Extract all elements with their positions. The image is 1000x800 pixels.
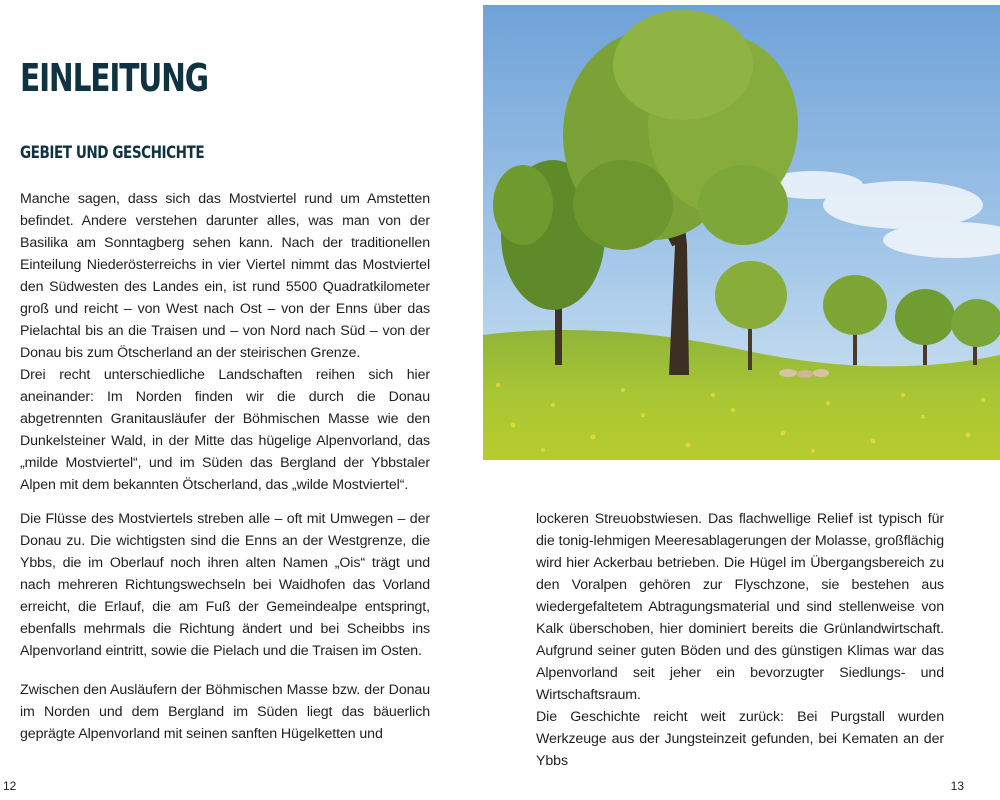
text-block-right [536,508,944,772]
text-block-rivers [20,508,430,662]
orchard-meadow-photo [483,5,1000,460]
left-page [0,0,483,800]
text-block-foreland [20,679,430,745]
paragraph-rivers: Die Flüsse des Mostviertels streben alle – oft mit Umwegen – der Donau zu. Die wichtigsten sind die Enns an der Westgrenze, die Ybbs, die im Oberlauf noch ihren alten Namen „Ois“ trägt und nach mehreren Richtungswechseln bei Waidhofen das Vorland erreicht, die Erlauf, die am Fuß der Gemeindealpe entspringt, ebenfalls mehrmals die Richtung ändert und bei Scheibbs ins Alpenvorland eintritt, sowie die Pielach und die Traisen im Osten. [20,511,430,659]
paragraph-foreland: Zwischen den Ausläufern der Böhmischen Masse bzw. der Donau im Norden und dem Bergland im Süden liegt das bäuerlich geprägte Alpenvorland mit seinen sanften Hügelketten und [20,682,430,742]
paragraph-history: Die Geschichte reicht weit zurück: Bei Purgstall wurden Werkzeuge aus der Jungsteinzeit gefunden, bei Kematen an der Ybbs [536,709,944,769]
section-title: GEBIET UND GESCHICHTE [20,143,205,163]
page-number-left: 12 [3,779,17,793]
text-block-intro [20,188,430,496]
paragraph-landscapes: Drei recht unterschiedliche Landschaften reihen sich hier aneinander: Im Norden finden wir die durch die Donau abgetrennten Granitausläufer der Böhmischen Masse wie den Dunkelsteiner Wald, in der Mitte das hügelige Alpenvorland, das „milde Mostviertel“, und im Süden das Bergland der Ybbstaler Alpen mit dem bekannten Ötscherland, das „wilde Mostviertel“. [20,367,430,493]
paragraph-relief: lockeren Streuobstwiesen. Das flachwellige Relief ist typisch für die tonig-lehmigen Meeresablagerungen der Molasse, großflächig wird hier Ackerbau betrieben. Die Hügel im Übergangsbereich zu den Voralpen gehören zur Flyschzone, sie bestehen aus wiedergefaltetem Abtragungsmaterial und sind stellenweise von Kalk überschoben, hier dominiert bereits die Grünlandwirtschaft. Aufgrund seiner guten Böden und des günstigen Klimas war das Alpenvorland seit jeher ein bevorzugter Siedlungs- und Wirtschaftsraum. [536,511,944,703]
chapter-title: EINLEITUNG [20,56,208,100]
right-page [483,0,1000,800]
cattle [779,369,829,378]
paragraph-region-extent: Manche sagen, dass sich das Mostviertel rund um Amstetten befindet. Andere verstehen darunter alles, was man von der Basilika am Sonntagberg sehen kann. Nach der traditionellen Einteilung Niederösterreichs in vier Viertel nimmt das Mostviertel den Südwesten des Landes ein, ist rund 5500 Quadratkilometer groß und reicht – von West nach Ost – von der Enns über das Pielachtal bis an die Traisen und – von Nord nach Süd – von der Donau bis zum Ötscherland an der steirischen Grenze. [20,191,430,361]
page-number-right: 13 [950,779,964,793]
